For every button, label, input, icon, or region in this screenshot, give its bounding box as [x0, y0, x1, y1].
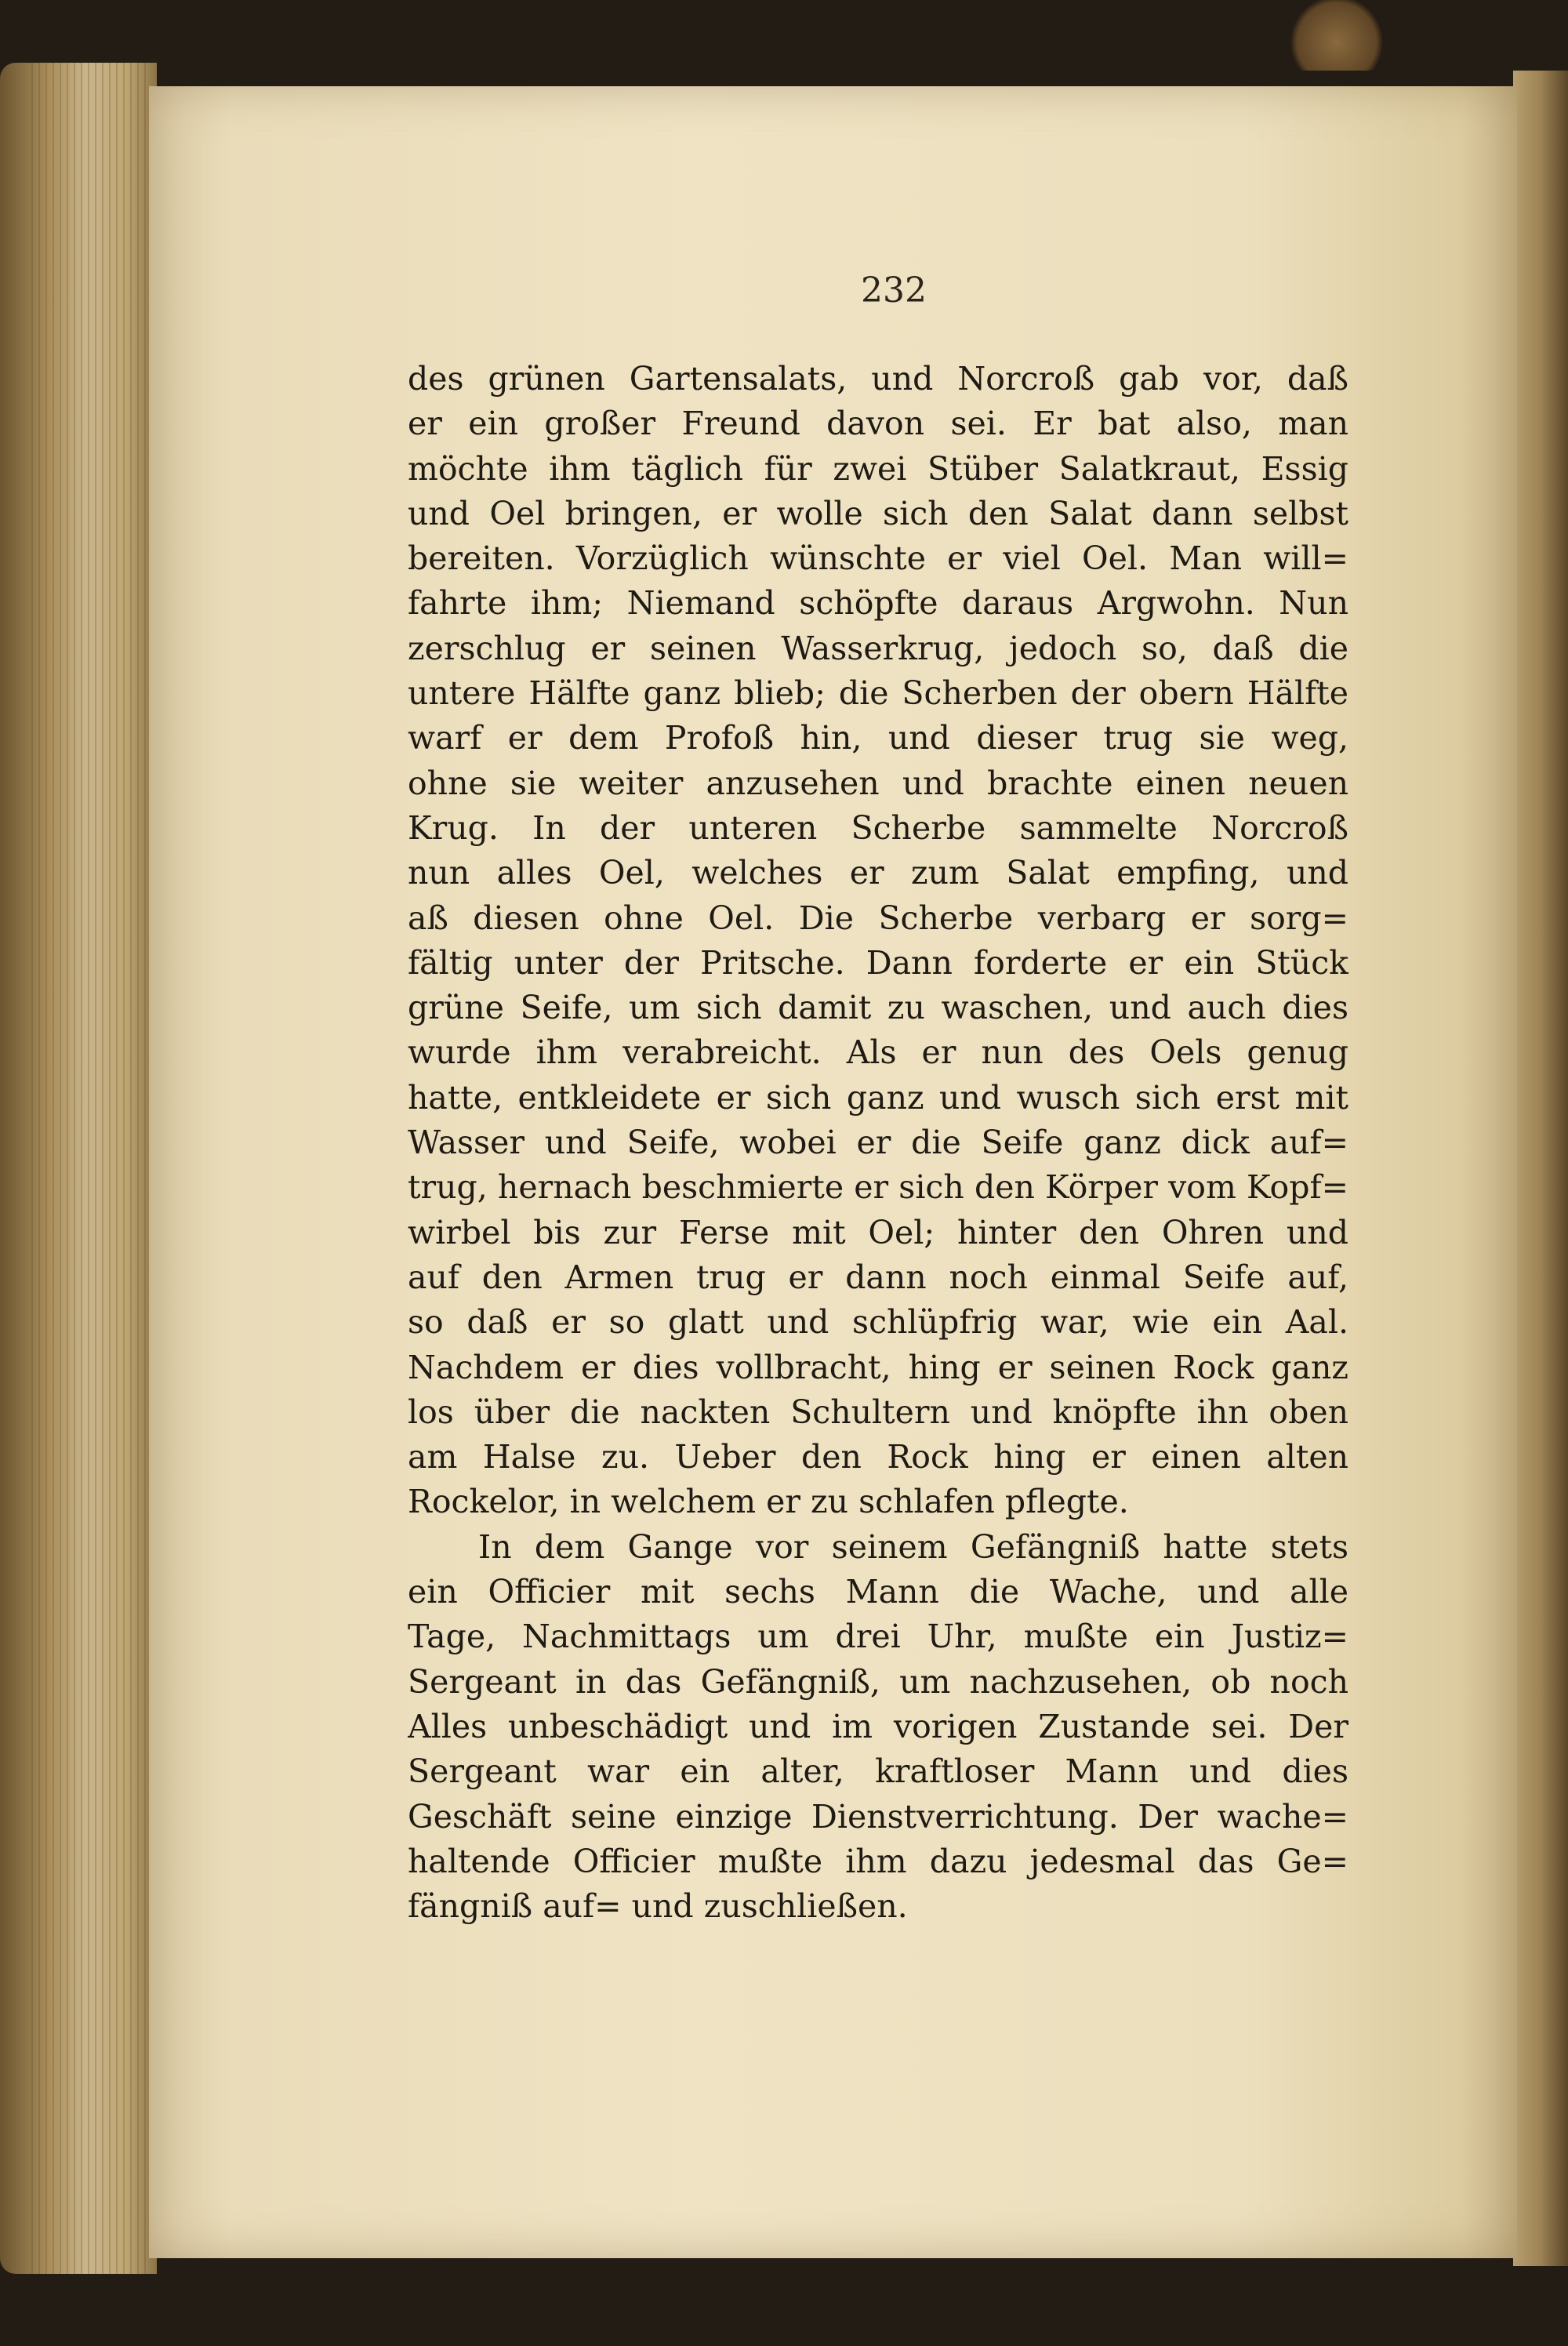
text-line: hatte, entkleidete er sich ganz und wusch sich erst mit [408, 1078, 1348, 1117]
bookmark-ribbon [1286, 0, 1388, 71]
text-line: Tage, Nachmittags um drei Uhr, mußte ein Justiz= [408, 1618, 1348, 1656]
text-line: zerschlug er seinen Wasserkrug, jedoch so, daß die [408, 629, 1348, 667]
text-line: ohne sie weiter anzusehen und brachte einen neuen [408, 764, 1348, 802]
text-line: auf den Armen trug er dann noch einmal Seife auf, [408, 1258, 1348, 1296]
text-line: Alles unbeschädigt und im vorigen Zustande sei. Der [408, 1707, 1348, 1745]
text-line: trug, hernach beschmierte er sich den Körper vom Kopf= [408, 1168, 1348, 1207]
text-line: untere Hälfte ganz blieb; die Scherben der obern Hälfte [408, 674, 1348, 713]
book-page-edges-left [0, 63, 157, 2274]
text-line: Sergeant in das Gefängniß, um nachzusehen, ob noch [408, 1662, 1348, 1701]
text-line: fahrte ihm; Niemand schöpfte daraus Argwohn. Nun [408, 584, 1348, 623]
text-line: wirbel bis zur Ferse mit Oel; hinter den Ohren und [408, 1213, 1348, 1251]
page-number: 232 [861, 271, 927, 310]
text-line: Nachdem er dies vollbracht, hing er seinen Rock ganz [408, 1348, 1348, 1386]
text-line: Geschäft seine einzige Dienstverrichtung. Der wache= [408, 1797, 1348, 1836]
book-page-edges-right [1513, 71, 1568, 2266]
text-line: wurde ihm verabreicht. Als er nun des Oels genug [408, 1033, 1348, 1072]
text-line: er ein großer Freund davon sei. Er bat also, man [408, 405, 1348, 443]
text-line: fängniß auf= und zuschließen. [408, 1887, 908, 1926]
text-line: Sergeant war ein alter, kraftloser Mann und dies [408, 1752, 1348, 1791]
text-line: nun alles Oel, welches er zum Salat empfing, und [408, 854, 1348, 892]
text-line: des grünen Gartensalats, und Norcroß gab vor, daß [408, 360, 1348, 398]
text-line: so daß er so glatt und schlüpfrig war, wie ein Aal. [408, 1303, 1348, 1342]
text-line: fältig unter der Pritsche. Dann forderte er ein Stück [408, 943, 1348, 982]
text-line: In dem Gange vor seinem Gefängniß hatte stets [478, 1527, 1348, 1566]
text-line: Krug. In der unteren Scherbe sammelte Norcroß [408, 808, 1348, 847]
text-line: bereiten. Vorzüglich wünschte er viel Oel. Man will= [408, 539, 1348, 578]
text-line: grüne Seife, um sich damit zu waschen, und auch dies [408, 989, 1348, 1027]
text-line: ein Officier mit sechs Mann die Wache, und alle [408, 1573, 1348, 1611]
text-line: haltende Officier mußte ihm dazu jedesmal das Ge= [408, 1842, 1348, 1880]
text-line: aß diesen ohne Oel. Die Scherbe verbarg er sorg= [408, 899, 1348, 937]
text-line: los über die nackten Schultern und knöpfte ihn oben [408, 1393, 1348, 1431]
body-text [408, 357, 1348, 1929]
text-line: und Oel bringen, er wolle sich den Salat dann selbst [408, 494, 1348, 532]
text-line: Rockelor, in welchem er zu schlafen pflegte. [408, 1483, 1129, 1521]
text-line: Wasser und Seife, wobei er die Seife ganz dick auf= [408, 1124, 1348, 1162]
text-line: möchte ihm täglich für zwei Stüber Salatkraut, Essig [408, 449, 1348, 488]
text-line: am Halse zu. Ueber den Rock hing er einen alten [408, 1438, 1348, 1476]
text-line: warf er dem Profoß hin, und dieser trug sie weg, [408, 719, 1348, 757]
